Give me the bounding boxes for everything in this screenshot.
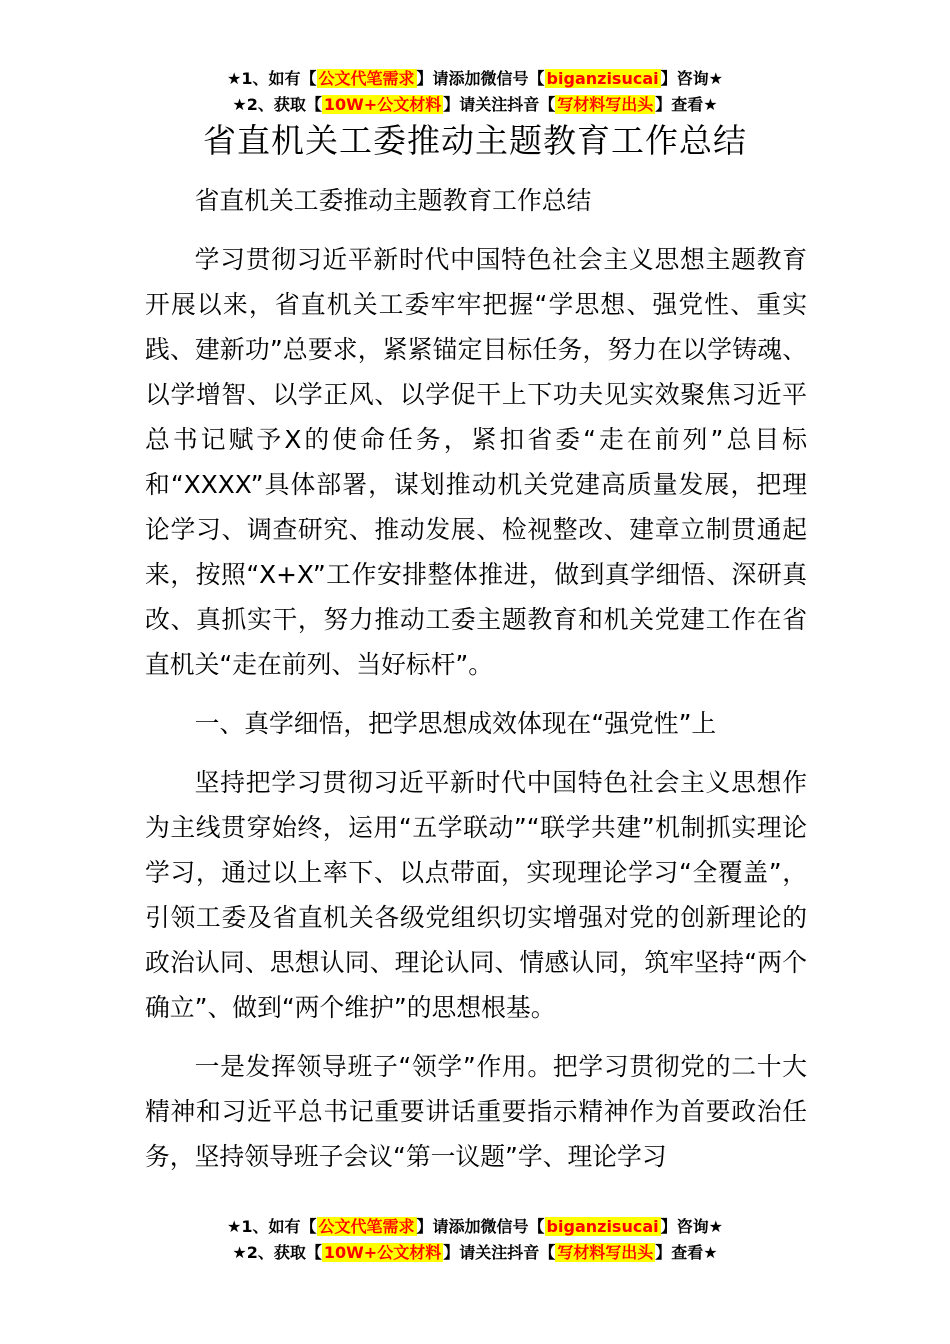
banner-line-2: ★2、获取【 10W+公文材料 】请关注抖音【 写材料写出头 】查看★ [232,1243,718,1262]
highlight-wechat-id: biganzisucai [546,69,659,88]
banner-line-2: ★2、获取【 10W+公文材料 】请关注抖音【 写材料写出头 】查看★ [232,95,718,114]
highlight-materials: 10W+公文材料 [323,95,442,114]
section-heading-1: 一、真学细悟，把学思想成效体现在“强党性”上 [194,709,717,738]
highlight-wechat-id: biganzisucai [546,1217,659,1236]
banner-line-1: ★1、如有【 公文代笔需求 】请添加微信号【 biganzisucai 】咨询★ [227,1217,723,1236]
document-body [145,178,807,1179]
highlight-materials: 10W+公文材料 [323,1243,442,1262]
document-subtitle: 省直机关工委推动主题教育工作总结 [194,186,592,215]
highlight-douyin: 写材料写出头 [557,95,654,114]
paragraph-intro: 学习贯彻习近平新时代中国特色社会主义思想主题教育开展以来，省直机关工委牢牢把握“学思想、强党性、重实践、建新功”总要求，紧紧锚定目标任务，努力在以学铸魂、以学增智、以学正风、以学促干上下功夫见实效聚焦习近平总书记赋予X的使命任务，紧扣省委“走在前列”总目标和“XXXX”具体部署，谋划推动机关党建高质量发展，把理论学习、调查研究、推动发展、检视整改、建章立制贯通起来，按照“X+X”工作安排整体推进，做到真学细悟、深研真改、真抓实干，努力推动工委主题教育和机关党建工作在省直机关“走在前列、当好标杆”。 [145,245,807,679]
paragraph-section-1: 坚持把学习贯彻习近平新时代中国特色社会主义思想作为主线贯穿始终，运用“五学联动”“联学共建”机制抓实理论学习，通过以上率下、以点带面，实现理论学习“全覆盖”，引领工委及省直机关各级党组织切实增强对党的创新理论的政治认同、思想认同、理论认同、情感认同，筑牢坚持“两个确立”、做到“两个维护”的思想根基。 [145,768,807,1022]
footer-banner [0,1214,950,1266]
highlight-service: 公文代笔需求 [318,69,415,88]
banner-line-1: ★1、如有【 公文代笔需求 】请添加微信号【 biganzisucai 】咨询★ [227,69,723,88]
document-title: 省直机关工委推动主题教育工作总结 [203,121,747,160]
header-banner [0,66,950,118]
highlight-douyin: 写材料写出头 [557,1243,654,1262]
highlight-service: 公文代笔需求 [318,1217,415,1236]
paragraph-point-1: 一是发挥领导班子“领学”作用。把学习贯彻党的二十大精神和习近平总书记重要讲话重要指示精神作为首要政治任务，坚持领导班子会议“第一议题”学、理论学习 [145,1052,807,1171]
